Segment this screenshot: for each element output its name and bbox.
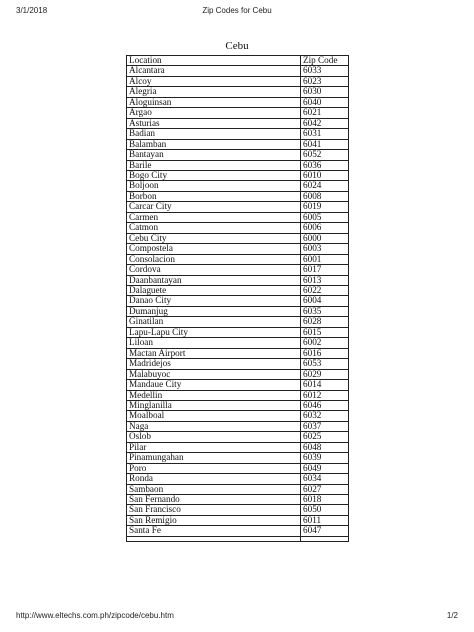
location-cell: Asturias (127, 118, 301, 128)
table-row (127, 442, 349, 452)
location-cell: Malabuyoc (127, 369, 301, 379)
table-row (127, 170, 349, 180)
location-cell: Bogo City (127, 170, 301, 180)
zip-code-cell: 6023 (301, 76, 349, 86)
table-row (127, 463, 349, 473)
location-cell: Sambaon (127, 484, 301, 494)
zip-code-cell: 6047 (301, 526, 349, 536)
zip-code-cell: 6030 (301, 87, 349, 97)
zip-code-cell: 6048 (301, 442, 349, 452)
zip-code-cell: 6002 (301, 338, 349, 348)
empty-cell (301, 536, 349, 541)
table-row (127, 327, 349, 337)
zip-code-cell: 6000 (301, 233, 349, 243)
location-cell: Danao City (127, 296, 301, 306)
table-row (127, 66, 349, 76)
table-row (127, 87, 349, 97)
table-row (127, 400, 349, 410)
page-header-title: Zip Codes for Cebu (202, 6, 272, 15)
table-row (127, 265, 349, 275)
zip-code-cell: 6041 (301, 139, 349, 149)
location-cell: Oslob (127, 432, 301, 442)
table-row (127, 223, 349, 233)
location-cell: Barile (127, 160, 301, 170)
table-row (127, 453, 349, 463)
zip-code-cell: 6022 (301, 285, 349, 295)
location-cell: Moalboal (127, 411, 301, 421)
zip-code-cell: 6003 (301, 244, 349, 254)
zip-code-cell: 6004 (301, 296, 349, 306)
location-cell: Lapu-Lapu City (127, 327, 301, 337)
zip-code-cell: 6028 (301, 317, 349, 327)
table-row (127, 181, 349, 191)
table-row (127, 348, 349, 358)
table-row (127, 526, 349, 536)
table-row (127, 484, 349, 494)
table-title: Cebu (225, 40, 249, 52)
table-row (127, 191, 349, 201)
location-cell: Dumanjug (127, 306, 301, 316)
location-cell: Mactan Airport (127, 348, 301, 358)
zip-code-cell: 6008 (301, 191, 349, 201)
zip-code-cell: 6032 (301, 411, 349, 421)
column-header-location: Location (127, 56, 301, 66)
table-row (127, 254, 349, 264)
table-row (127, 515, 349, 525)
table-row (127, 505, 349, 515)
zip-code-cell: 6001 (301, 254, 349, 264)
location-cell: Mandaue City (127, 380, 301, 390)
location-cell: Medellin (127, 390, 301, 400)
print-date: 3/1/2018 (16, 6, 48, 15)
zip-code-cell: 6029 (301, 369, 349, 379)
location-cell: Madridejos (127, 359, 301, 369)
table-row (127, 296, 349, 306)
zip-code-cell: 6036 (301, 160, 349, 170)
zip-code-cell: 6017 (301, 265, 349, 275)
zip-code-cell: 6019 (301, 202, 349, 212)
location-cell: Badian (127, 129, 301, 139)
zip-code-cell: 6049 (301, 463, 349, 473)
table-header-row (127, 56, 349, 66)
location-cell: Daanbantayan (127, 275, 301, 285)
location-cell: San Francisco (127, 505, 301, 515)
location-cell: Minglanilla (127, 400, 301, 410)
table-row (127, 359, 349, 369)
location-cell: Borbon (127, 191, 301, 201)
zip-code-cell: 6005 (301, 212, 349, 222)
table-row (127, 380, 349, 390)
location-cell: Carcar City (127, 202, 301, 212)
zip-code-cell: 6011 (301, 515, 349, 525)
table-row (127, 369, 349, 379)
location-cell: Alegria (127, 87, 301, 97)
table-row (127, 118, 349, 128)
location-cell: Cordova (127, 265, 301, 275)
table-row (127, 495, 349, 505)
location-cell: Carmen (127, 212, 301, 222)
page-number: 1/2 (446, 611, 458, 620)
zip-code-cell: 6006 (301, 223, 349, 233)
location-cell: Naga (127, 421, 301, 431)
zip-code-cell: 6014 (301, 380, 349, 390)
table-row (127, 338, 349, 348)
location-cell: San Fernando (127, 495, 301, 505)
location-cell: Alcantara (127, 66, 301, 76)
zip-code-cell: 6010 (301, 170, 349, 180)
zip-code-cell: 6021 (301, 108, 349, 118)
empty-cell (127, 536, 301, 541)
zip-code-cell: 6046 (301, 400, 349, 410)
zip-code-cell: 6012 (301, 390, 349, 400)
location-cell: Catmon (127, 223, 301, 233)
location-cell: Consolacion (127, 254, 301, 264)
location-cell: Balamban (127, 139, 301, 149)
location-cell: Boljoon (127, 181, 301, 191)
zip-code-cell: 6042 (301, 118, 349, 128)
table-row-continued (127, 536, 349, 541)
footer-url: http://www.eltechs.com.ph/zipcode/cebu.htm (16, 611, 174, 620)
zip-code-cell: 6013 (301, 275, 349, 285)
zip-code-table (126, 55, 349, 542)
zip-code-cell: 6025 (301, 432, 349, 442)
table-row (127, 244, 349, 254)
location-cell: Aloguinsan (127, 97, 301, 107)
zip-code-cell: 6050 (301, 505, 349, 515)
table-row (127, 139, 349, 149)
location-cell: Santa Fe (127, 526, 301, 536)
table-row (127, 432, 349, 442)
table-row (127, 285, 349, 295)
table-body (127, 66, 349, 541)
zip-code-cell: 6033 (301, 66, 349, 76)
zip-code-cell: 6052 (301, 150, 349, 160)
table-row (127, 108, 349, 118)
zip-code-cell: 6024 (301, 181, 349, 191)
column-header-zip-code: Zip Code (301, 56, 349, 66)
location-cell: Pilar (127, 442, 301, 452)
zip-code-cell: 6034 (301, 474, 349, 484)
table-row (127, 306, 349, 316)
zip-code-cell: 6039 (301, 453, 349, 463)
zip-code-cell: 6016 (301, 348, 349, 358)
zip-code-cell: 6015 (301, 327, 349, 337)
location-cell: Ginatilan (127, 317, 301, 327)
location-cell: San Remigio (127, 515, 301, 525)
table-row (127, 76, 349, 86)
table-row (127, 129, 349, 139)
table-row (127, 474, 349, 484)
table-row (127, 275, 349, 285)
location-cell: Cebu City (127, 233, 301, 243)
location-cell: Argao (127, 108, 301, 118)
table-row (127, 233, 349, 243)
zip-code-cell: 6031 (301, 129, 349, 139)
location-cell: Pinamungahan (127, 453, 301, 463)
table-row (127, 212, 349, 222)
location-cell: Ronda (127, 474, 301, 484)
table-row (127, 411, 349, 421)
location-cell: Compostela (127, 244, 301, 254)
location-cell: Bantayan (127, 150, 301, 160)
zip-code-cell: 6018 (301, 495, 349, 505)
location-cell: Liloan (127, 338, 301, 348)
zip-code-cell: 6035 (301, 306, 349, 316)
table-row (127, 150, 349, 160)
zip-code-cell: 6053 (301, 359, 349, 369)
zip-code-cell: 6027 (301, 484, 349, 494)
zip-code-cell: 6040 (301, 97, 349, 107)
table-row (127, 317, 349, 327)
location-cell: Poro (127, 463, 301, 473)
location-cell: Dalaguete (127, 285, 301, 295)
table-row (127, 202, 349, 212)
table-row (127, 97, 349, 107)
table-row (127, 390, 349, 400)
table-row (127, 421, 349, 431)
zip-code-cell: 6037 (301, 421, 349, 431)
table-row (127, 160, 349, 170)
location-cell: Alcoy (127, 76, 301, 86)
